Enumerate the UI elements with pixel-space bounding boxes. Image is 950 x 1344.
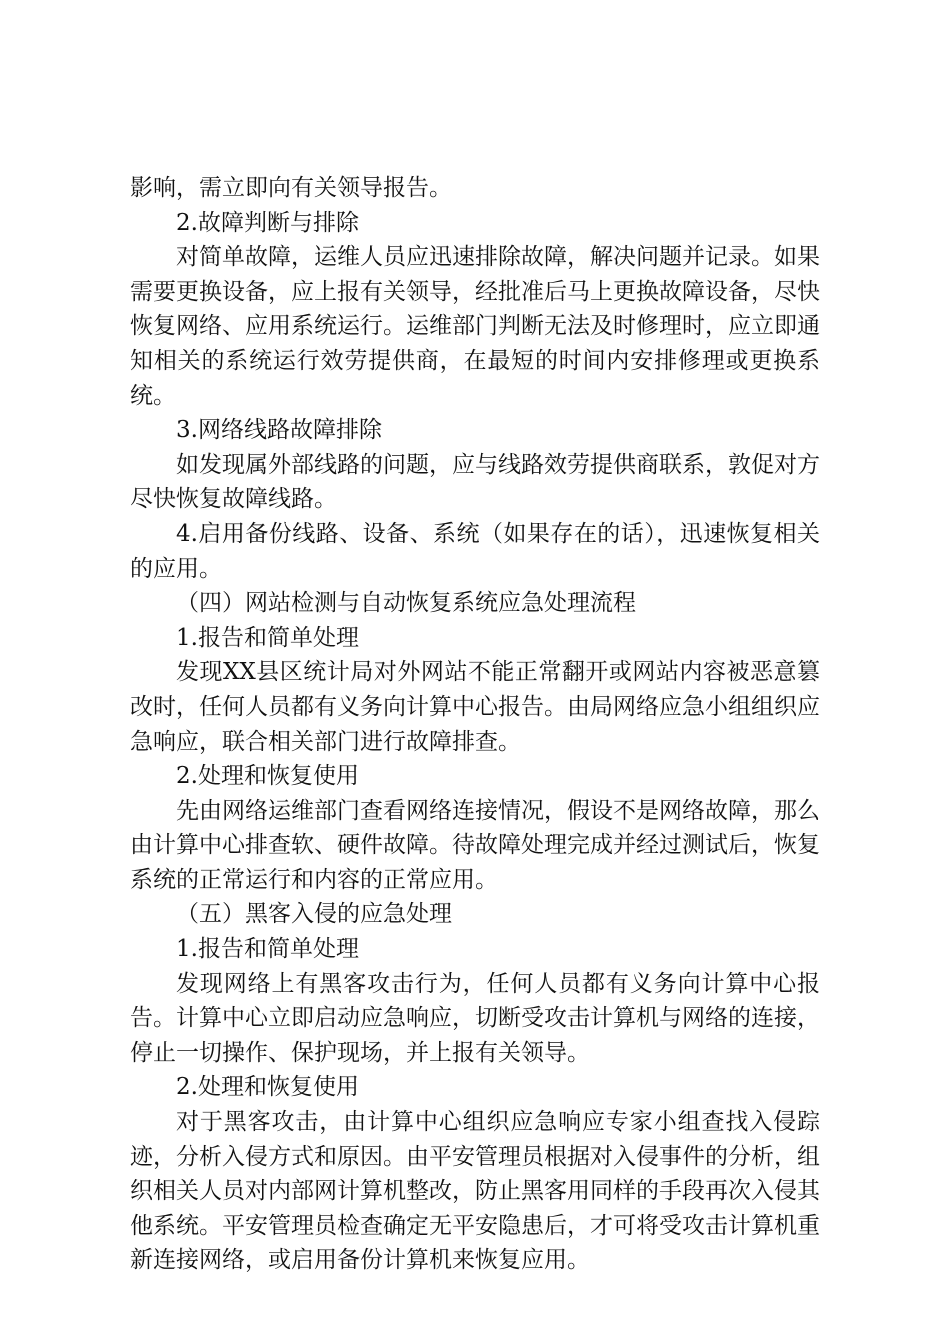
section-heading: 2.处理和恢复使用 bbox=[176, 1074, 359, 1101]
section-heading: 2.处理和恢复使用 bbox=[176, 763, 359, 790]
body-paragraph: 发现网络上有黑客攻击行为，任何人员都有义务向计算中心报告。计算中心立即启动应急响应，切断受攻击计算机与网络的连接，停止一切操作、保护现场，并上报有关领导。 bbox=[130, 970, 820, 1066]
body-paragraph: 影响，需立即向有关领导报告。 bbox=[130, 175, 452, 201]
body-paragraph: 发现XX县区统计局对外网站不能正常翻开或网站内容被恶意篡改时，任何人员都有义务向计算中心报告。由局网络应急小组组织应急响应，联合相关部门进行故障排查。 bbox=[130, 659, 820, 755]
body-paragraph: 对简单故障，运维人员应迅速排除故障，解决问题并记录。如果需要更换设备，应上报有关领导，经批准后马上更换故障设备，尽快恢复网络、应用系统运行。运维部门判断无法及时修理时，应立即通知相关的系统运行效劳提供商，在最短的时间内安排修理或更换系统。 bbox=[130, 244, 820, 409]
section-heading: （四）网站检测与自动恢复系统应急处理流程 bbox=[176, 590, 636, 617]
body-paragraph: 4.启用备份线路、设备、系统（如果存在的话），迅速恢复相关的应用。 bbox=[130, 520, 820, 582]
body-paragraph: 先由网络运维部门查看网络连接情况，假设不是网络故障，那么由计算中心排查软、硬件故障。待故障处理完成并经过测试后，恢复系统的正常运行和内容的正常应用。 bbox=[130, 797, 820, 893]
section-heading: （五）黑客入侵的应急处理 bbox=[176, 901, 452, 928]
section-heading: 2.故障判断与排除 bbox=[176, 209, 359, 236]
body-paragraph: 对于黑客攻击，由计算中心组织应急响应专家小组查找入侵踪迹，分析入侵方式和原因。由平安管理员根据对入侵事件的分析，组织相关人员对内部网计算机整改，防止黑客用同样的手段再次入侵其他系统。平安管理员检查确定无平安隐患后，才可将受攻击计算机重新连接网络，或启用备份计算机来恢复应用。 bbox=[130, 1109, 820, 1274]
body-paragraph: 如发现属外部线路的问题，应与线路效劳提供商联系，敦促对方尽快恢复故障线路。 bbox=[130, 451, 820, 513]
section-heading: 1.报告和简单处理 bbox=[176, 936, 359, 963]
section-heading: 1.报告和简单处理 bbox=[176, 624, 359, 651]
section-heading: 3.网络线路故障排除 bbox=[176, 417, 382, 444]
document-page bbox=[130, 171, 820, 1278]
